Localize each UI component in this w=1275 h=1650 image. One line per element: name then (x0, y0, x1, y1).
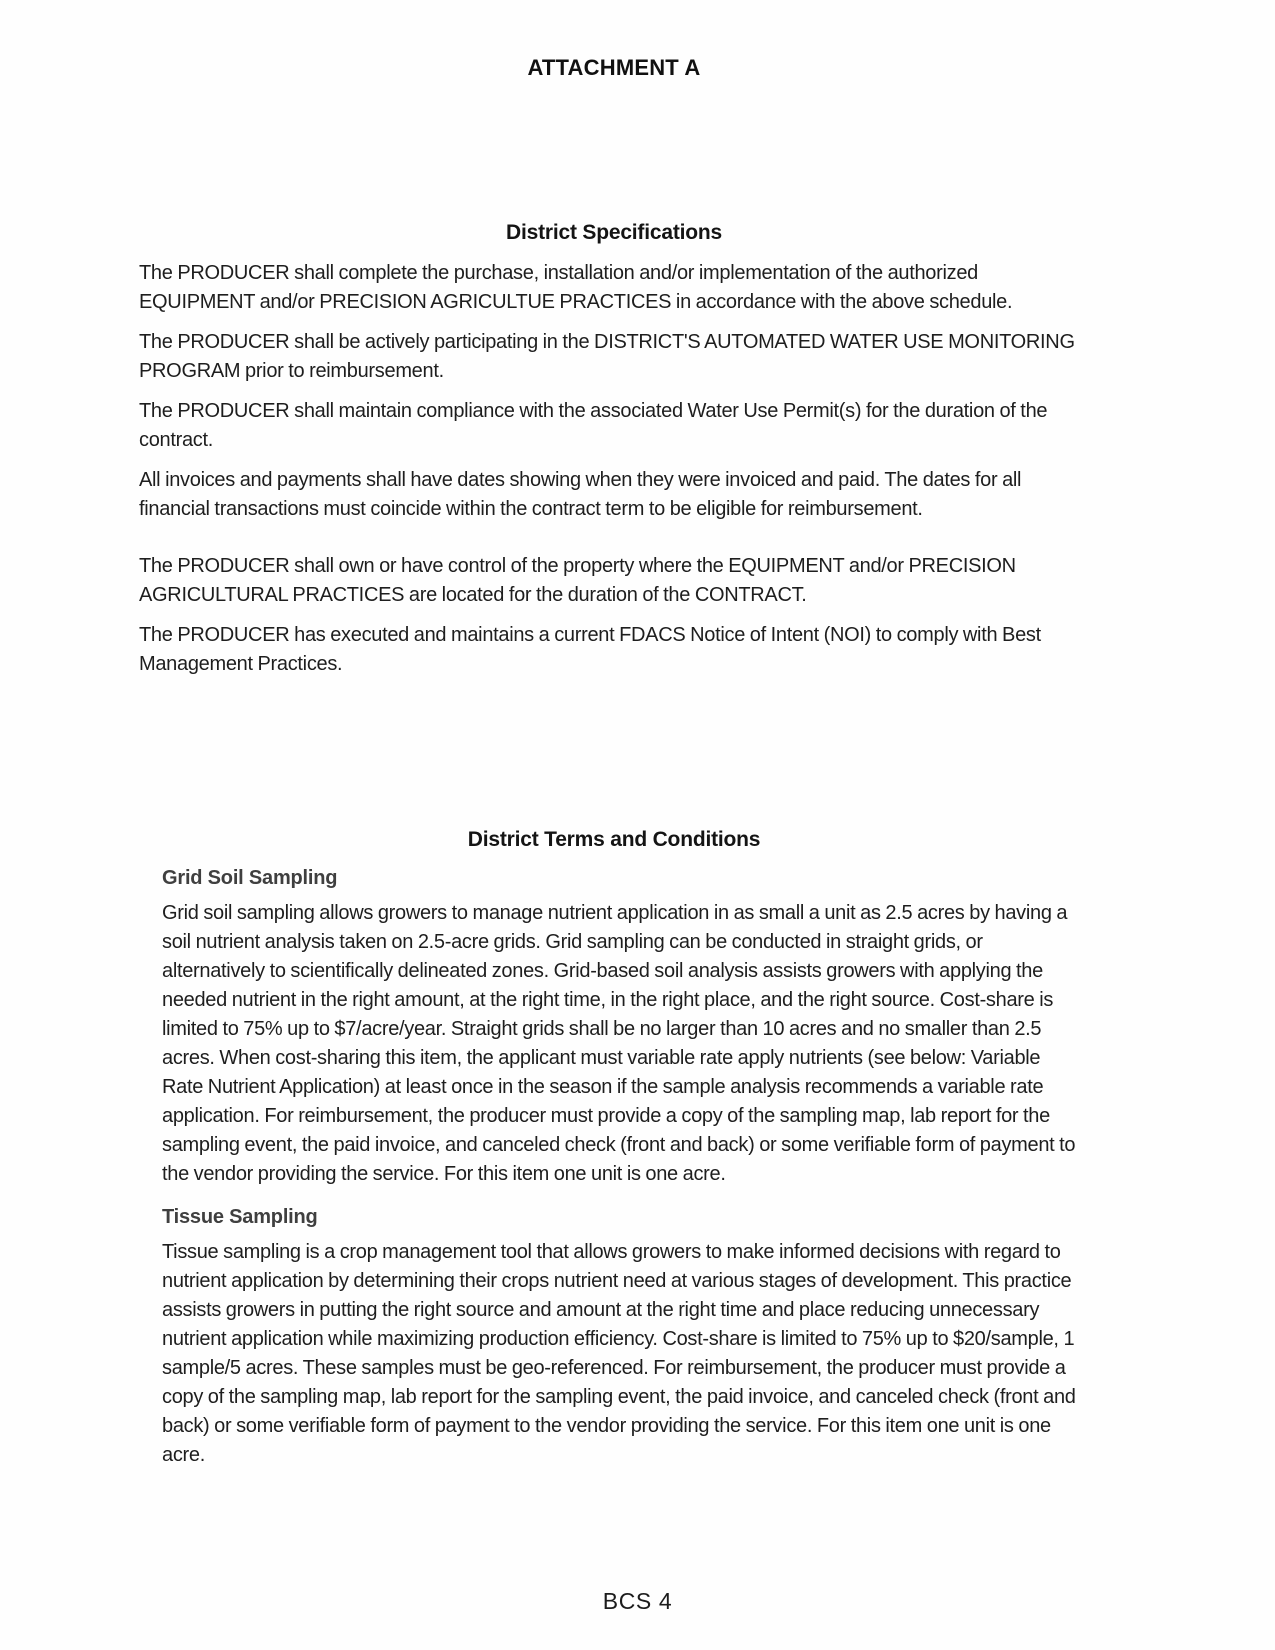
grid-soil-sampling-paragraph: Grid soil sampling allows growers to manage nutrient application in as small a unit as 2.5 acres by having a soil nutrient analysis taken on 2.5-acre grids. Grid sampling can be conducted in straight grids, or alternatively to scientifically delineated zones. Grid-based soil analysis assists growers with applying the needed nutrient in the right amount, at the right time, in the right place, and the right source. Cost-share is limited to 75% up to $7/acre/year. Straight grids shall be no larger than 10 acres and no smaller than 2.5 acres. When cost-sharing this item, the applicant must variable rate apply nutrients (see below: Variable Rate Nutrient Application) at least once in the season if the sample analysis recommends a variable rate application. For reimbursement, the producer must provide a copy of the sampling map, lab report for the sampling event, the paid invoice, and canceled check (front and back) or some verifiable form of payment to the vendor providing the service. For this item one unit is one acre. (162, 902, 1076, 1185)
specifications-section-heading: District Specifications (506, 221, 722, 244)
specifications-paragraph: The PRODUCER has executed and maintains a current FDACS Notice of Intent (NOI) to comply with Best Management Practices. (139, 624, 1041, 675)
specifications-paragraph: The PRODUCER shall complete the purchase, installation and/or implementation of the authorized EQUIPMENT and/or PRECISION AGRICULTUE PRACTICES in accordance with the above schedule. (139, 262, 1013, 313)
terms-sections (162, 864, 1082, 1470)
specifications-paragraph: The PRODUCER shall maintain compliance with the associated Water Use Permit(s) for the duration of the contract. (139, 400, 1048, 451)
terms-section-heading: District Terms and Conditions (467, 828, 761, 851)
specifications-paragraph: The PRODUCER shall be actively participating in the DISTRICT'S AUTOMATED WATER USE MONITORING PROGRAM prior to reimbursement. (139, 331, 1075, 382)
page-footer: BCS 4 (602, 1588, 673, 1614)
specifications-paragraph: All invoices and payments shall have dates showing when they were invoiced and paid. The dates for all financial transactions must coincide within the contract term to be eligible for reimbursement. (139, 469, 1022, 520)
subsection-heading-grid-soil-sampling: Grid Soil Sampling (162, 867, 338, 889)
specifications-paragraph: The PRODUCER shall own or have control of the property where the EQUIPMENT and/or PRECISION AGRICULTURAL PRACTICES are located for the duration of the CONTRACT. (139, 555, 1016, 606)
document-content (139, 0, 1089, 1470)
subsection-heading-tissue-sampling: Tissue Sampling (162, 1206, 318, 1228)
document-title: ATTACHMENT A (527, 55, 701, 80)
specifications-paragraphs (139, 259, 1079, 679)
tissue-sampling-paragraph: Tissue sampling is a crop management tool that allows growers to make informed decisions with regard to nutrient application by determining their crops nutrient need at various stages of development. This practice assists growers in putting the right source and amount at the right time and place reducing unnecessary nutrient application while maximizing production efficiency. Cost-share is limited to 75% up to $20/sample, 1 sample/5 acres. These samples must be geo-referenced. For reimbursement, the producer must provide a copy of the sampling map, lab report for the sampling event, the paid invoice, and canceled check (front and back) or some verifiable form of payment to the vendor providing the service. For this item one unit is one acre. (162, 1241, 1076, 1466)
